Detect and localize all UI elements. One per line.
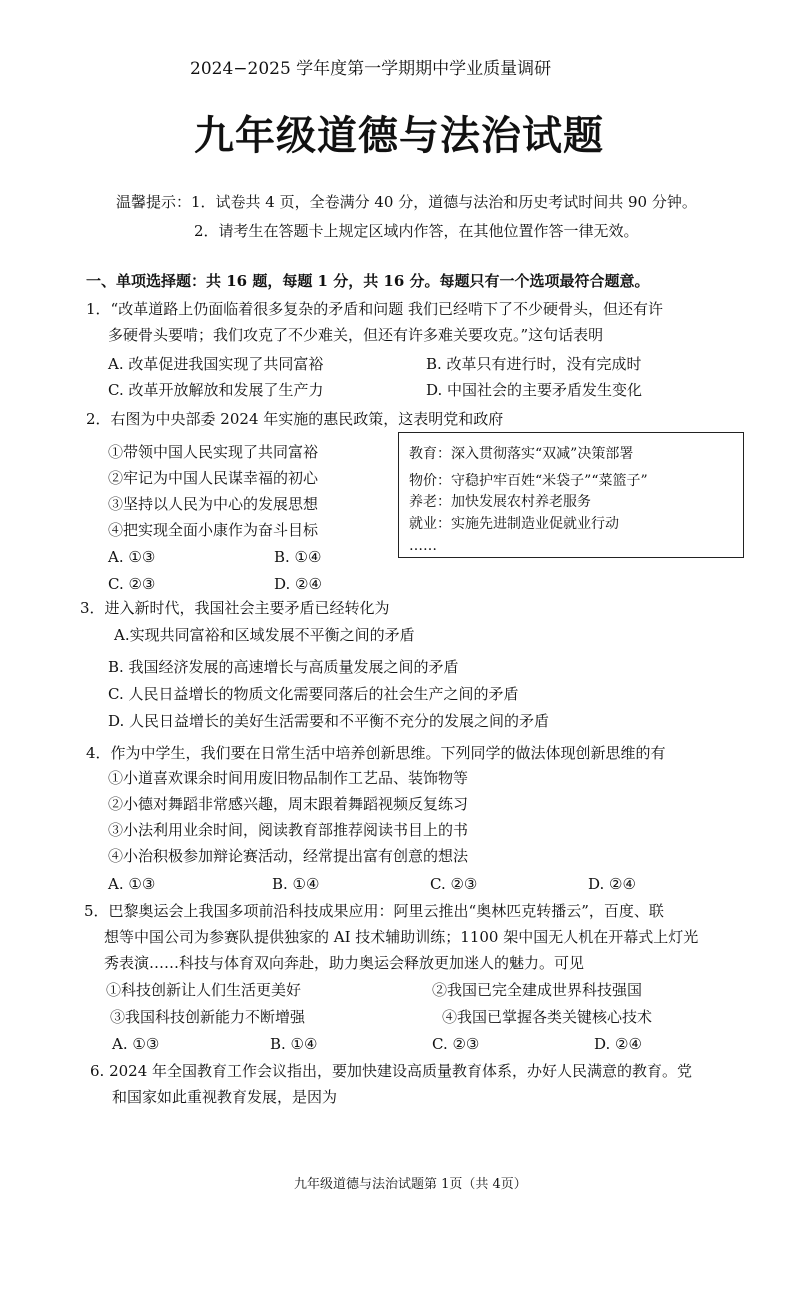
q2-item-4: ④把实现全面小康作为奋斗目标 xyxy=(108,521,319,539)
tip-line-1: 温馨提示：1．试卷共 4 页，全卷满分 40 分，道德与法治和历史考试时间共 90 分钟。 xyxy=(116,193,697,211)
page-footer: 九年级道德与法治试题第 1页（共 4页） xyxy=(294,1177,527,1192)
policy-education: 教育：深入贯彻落实“双减”决策部署 xyxy=(409,446,634,462)
q1-option-b: B. 改革只有进行时，没有完成时 xyxy=(426,355,642,373)
q2-item-2: ②牢记为中国人民谋幸福的初心 xyxy=(108,469,319,487)
q4-stem: 4．作为中学生，我们要在日常生活中培养创新思维。下列同学的做法体现创新思维的有 xyxy=(86,744,666,762)
q4-item-3: ③小法利用业余时间，阅读教育部推荐阅读书目上的书 xyxy=(108,821,469,839)
q3-option-d: D. 人民日益增长的美好生活需要和不平衡不充分的发展之间的矛盾 xyxy=(108,712,550,730)
q4-item-4: ④小治积极参加辩论赛活动，经常提出富有创意的想法 xyxy=(108,847,469,865)
q1-option-c: C. 改革开放解放和发展了生产力 xyxy=(108,381,324,399)
q1-option-d: D. 中国社会的主要矛盾发生变化 xyxy=(426,381,643,399)
q5-item-2: ②我国已完全建成世界科技强国 xyxy=(432,981,643,999)
q4-option-d: D. ②④ xyxy=(588,875,636,893)
q5-stem-line1: 5．巴黎奥运会上我国多项前沿科技成果应用：阿里云推出“奥林匹克转播云”，百度、联 xyxy=(84,902,664,920)
q1-stem-line2: 多硬骨头要啃；我们攻克了不少难关，但还有许多难关要攻克。”这句话表明 xyxy=(108,326,604,344)
q4-option-c: C. ②③ xyxy=(430,875,478,893)
q4-item-1: ①小道喜欢课余时间用废旧物品制作工艺品、装饰物等 xyxy=(108,769,469,787)
q5-stem-line3: 秀表演……科技与体育双向奔赴，助力奥运会释放更加迷人的魅力。可见 xyxy=(104,954,585,972)
q5-option-a: A. ①③ xyxy=(112,1035,160,1053)
q5-item-4: ④我国已掌握各类关键核心技术 xyxy=(442,1008,653,1026)
q2-option-b: B. ①④ xyxy=(274,548,322,566)
q1-option-a: A. 改革促进我国实现了共同富裕 xyxy=(108,355,324,373)
q4-item-2: ②小德对舞蹈非常感兴趣，周末跟着舞蹈视频反复练习 xyxy=(108,795,469,813)
q4-option-a: A. ①③ xyxy=(108,875,156,893)
q6-stem-line2: 和国家如此重视教育发展，是因为 xyxy=(112,1088,338,1106)
policy-ellipsis: …… xyxy=(409,538,437,554)
q2-stem: 2．右图为中央部委 2024 年实施的惠民政策，这表明党和政府 xyxy=(86,410,504,428)
page-title: 九年级道德与法治试题 xyxy=(194,113,604,159)
policy-employment: 就业：实施先进制造业促就业行动 xyxy=(409,516,619,532)
q5-item-1: ①科技创新让人们生活更美好 xyxy=(106,981,302,999)
q5-item-3: ③我国科技创新能力不断增强 xyxy=(110,1008,306,1026)
q2-option-a: A. ①③ xyxy=(108,548,156,566)
q3-stem: 3．进入新时代，我国社会主要矛盾已经转化为 xyxy=(80,599,390,617)
q6-stem-line1: 6. 2024 年全国教育工作会议指出，要加快建设高质量教育体系，办好人民满意的教育。党 xyxy=(90,1062,693,1080)
q3-option-b: B. 我国经济发展的高速增长与高质量发展之间的矛盾 xyxy=(108,658,459,676)
q3-option-a: A.实现共同富裕和区域发展不平衡之间的矛盾 xyxy=(114,626,415,644)
section-heading: 一、单项选择题：共 16 题，每题 1 分，共 16 分。每题只有一个选项最符合题意。 xyxy=(86,272,650,290)
q1-stem-line1: 1．“改革道路上仍面临着很多复杂的矛盾和问题 我们已经啃下了不少硬骨头，但还有许 xyxy=(86,300,663,318)
q5-option-c: C. ②③ xyxy=(432,1035,480,1053)
q4-option-b: B. ①④ xyxy=(272,875,320,893)
q5-option-b: B. ①④ xyxy=(270,1035,318,1053)
policy-elderly: 养老：加快发展农村养老服务 xyxy=(409,494,591,510)
q5-option-d: D. ②④ xyxy=(594,1035,642,1053)
q2-option-c: C. ②③ xyxy=(108,575,156,593)
exam-header: 2024−2025 学年度第一学期期中学业质量调研 xyxy=(190,59,552,79)
q3-option-c: C. 人民日益增长的物质文化需要同落后的社会生产之间的矛盾 xyxy=(108,685,519,703)
q2-item-1: ①带领中国人民实现了共同富裕 xyxy=(108,443,319,461)
q2-item-3: ③坚持以人民为中心的发展思想 xyxy=(108,495,319,513)
policy-prices: 物价：守稳护牢百姓“米袋子”“菜篮子” xyxy=(409,473,648,489)
tip-line-2: 2．请考生在答题卡上规定区域内作答，在其他位置作答一律无效。 xyxy=(194,222,639,240)
q5-stem-line2: 想等中国公司为参赛队提供独家的 AI 技术辅助训练；1100 架中国无人机在开幕式上灯光 xyxy=(104,928,699,946)
q2-option-d: D. ②④ xyxy=(274,575,322,593)
